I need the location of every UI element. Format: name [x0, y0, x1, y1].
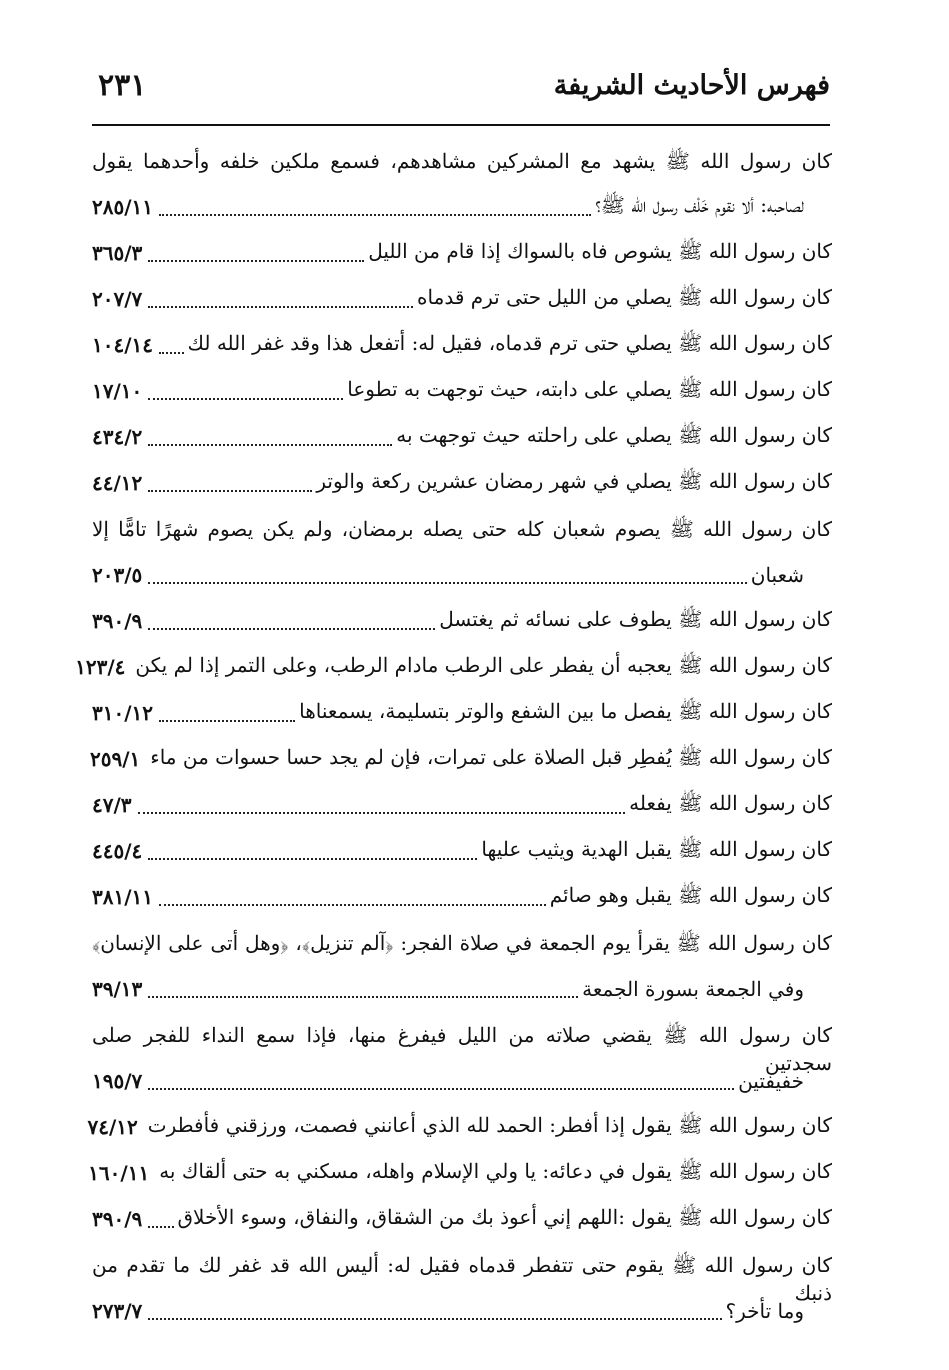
hadith-text: كان رسول الله ﷺ يقرأ يوم الجمعة في صلاة الفجر: ﴿آلم تنزيل﴾، ﴿وهل أتى على الإنسان﴾: [92, 931, 832, 955]
volume-page-reference: ٢٨٥/١١: [92, 195, 154, 219]
dot-leader: [148, 398, 343, 400]
hadith-text: لصاحبه: ألا نقوم خَلْف رسول الله ﷺ؟: [595, 192, 804, 217]
volume-page-reference: ٢٠٧/٧: [92, 287, 143, 311]
hadith-text: كان رسول الله ﷺ يقول إذا أفطر: الحمد لله الذي أعانني فصمت، ورزقني فأفطرت: [147, 1112, 832, 1137]
volume-page-reference: ١٢٣/٤: [75, 655, 126, 679]
index-entry-line: [92, 782, 832, 828]
dot-leader: [148, 628, 435, 630]
index-entry-line: [92, 920, 832, 966]
dot-leader: [148, 996, 578, 998]
index-entry-line: [92, 966, 832, 1012]
dot-leader: [159, 720, 295, 722]
index-entry-line: [92, 1058, 832, 1104]
volume-page-reference: ٤٤/١٢: [92, 471, 143, 495]
page-title: فهرس الأحاديث الشريفة: [553, 70, 830, 101]
hadith-text: كان رسول الله ﷺ يصلي حتى ترم قدماه، فقيل له: أتفعل هذا وقد غفر الله لك: [187, 330, 832, 355]
volume-page-reference: ٣٩/١٣: [92, 977, 143, 1001]
index-entry-line: [92, 828, 832, 874]
index-entry-line: [92, 322, 832, 368]
volume-page-reference: ٤٣٤/٢: [92, 425, 143, 449]
hadith-text: خفيفتين: [738, 1069, 804, 1093]
index-entry-line: [87, 1104, 832, 1150]
volume-page-reference: ٧٤/١٢: [87, 1115, 138, 1139]
index-entry-line: [92, 184, 832, 230]
hadith-text: كان رسول الله ﷺ يقول :اللهم إني أعوذ بك من الشقاق، والنفاق، وسوء الأخلاق: [177, 1204, 832, 1229]
index-entry-line: [92, 460, 832, 506]
index-entry-line: [92, 1196, 832, 1242]
hadith-text: كان رسول الله ﷺ يعجبه أن يفطر على الرطب مادام الرطب، وعلى التمر إذا لم يكن: [135, 652, 832, 677]
hadith-text: شعبان: [750, 563, 804, 587]
hadith-text: كان رسول الله ﷺ يصلي على دابته، حيث توجهت به تطوعا: [347, 376, 832, 401]
dot-leader: [148, 1088, 734, 1090]
volume-page-reference: ١٧/١٠: [92, 379, 143, 403]
hadith-text: كان رسول الله ﷺ يشهد مع المشركين مشاهدهم، فسمع ملكين خلفه وأحدهما يقول: [92, 149, 832, 173]
dot-leader: [148, 490, 312, 492]
dot-leader: [148, 306, 413, 308]
hadith-text: كان رسول الله ﷺ يفعله: [629, 790, 832, 815]
index-entry-line: [92, 552, 832, 598]
volume-page-reference: ٣١٠/١٢: [92, 701, 154, 725]
index-entry-line: [92, 874, 832, 920]
page-header: [92, 66, 830, 116]
index-entry-line: [92, 598, 832, 644]
volume-page-reference: ٣٩٠/٩: [92, 1207, 143, 1231]
hadith-text: وفي الجمعة بسورة الجمعة: [582, 977, 804, 1001]
hadith-text: كان رسول الله ﷺ يصلي في شهر رمضان عشرين ركعة والوتر: [316, 468, 832, 493]
hadith-text: كان رسول الله ﷺ يصلي على راحلته حيث توجهت به: [396, 422, 832, 447]
hadith-text: كان رسول الله ﷺ يشوص فاه بالسواك إذا قام من الليل: [368, 238, 832, 263]
volume-page-reference: ٢٥٩/١: [90, 747, 141, 771]
hadith-text: كان رسول الله ﷺ يطوف على نسائه ثم يغتسل: [439, 606, 832, 631]
hadith-text: كان رسول الله ﷺ يصلي من الليل حتى ترم قدماه: [417, 284, 832, 309]
index-entry-line: [92, 1288, 832, 1334]
index-entry-line: [92, 368, 832, 414]
hadith-text: كان رسول الله ﷺ يقضي صلاته من الليل فيفرغ منها، فإذا سمع النداء للفجر صلى سجدتين: [92, 1023, 832, 1075]
index-entry-line: [92, 276, 832, 322]
index-entry-line: [75, 644, 832, 690]
dot-leader: [148, 1226, 173, 1228]
index-entry-line: [92, 1242, 832, 1305]
dot-leader: [148, 582, 746, 584]
index-entry-line: [92, 690, 832, 736]
hadith-text: كان رسول الله ﷺ يصوم شعبان كله حتى يصله برمضان، ولم يكن يصوم شهرًا تامًّا إلا: [92, 517, 832, 541]
index-entry-line: [92, 506, 832, 552]
volume-page-reference: ٣٩٠/٩: [92, 609, 143, 633]
volume-page-reference: ٣٨١/١١: [92, 885, 154, 909]
volume-page-reference: ١٩٥/٧: [92, 1069, 143, 1093]
index-entry-line: [92, 414, 832, 460]
volume-page-reference: ١٠٤/١٤: [92, 333, 154, 357]
volume-page-reference: ٤٧/٣: [92, 793, 132, 817]
index-entry-line: [92, 230, 832, 276]
hadith-index-list: [75, 138, 832, 1334]
volume-page-reference: ٤٤٥/٤: [92, 839, 143, 863]
volume-page-reference: ٣٦٥/٣: [92, 241, 143, 265]
index-entry-line: [92, 736, 832, 782]
dot-leader: [159, 904, 546, 906]
dot-leader: [148, 1318, 721, 1320]
hadith-text: وما تأخر؟: [725, 1299, 804, 1323]
hadith-text: كان رسول الله ﷺ يقبل الهدية ويثيب عليها: [481, 836, 832, 861]
index-entry-line: [88, 1150, 832, 1196]
dot-leader: [159, 214, 591, 216]
hadith-text: كان رسول الله ﷺ يفصل ما بين الشفع والوتر بتسليمة، يسمعناها: [299, 698, 832, 723]
hadith-text: كان رسول الله ﷺ يُفطِر قبل الصلاة على تمرات، فإن لم يجد حسا حسوات من ماء: [150, 744, 832, 769]
page-number: ٢٣١: [98, 68, 147, 103]
dot-leader: [148, 260, 364, 262]
index-entry-line: [92, 1012, 832, 1075]
hadith-text: كان رسول الله ﷺ يقول في دعائه: يا ولي الإسلام واهله، مسكني به حتى ألقاك به: [159, 1158, 832, 1183]
header-rule: [92, 124, 830, 126]
dot-leader: [148, 858, 477, 860]
dot-leader: [148, 444, 392, 446]
hadith-text: كان رسول الله ﷺ يقوم حتى تتفطر قدماه فقيل له: أليس الله قد غفر لك ما تقدم من ذنبك: [92, 1253, 832, 1305]
volume-page-reference: ٢٠٣/٥: [92, 563, 143, 587]
dot-leader: [138, 812, 626, 814]
index-entry-line: [92, 138, 832, 184]
hadith-text: كان رسول الله ﷺ يقبل وهو صائم: [549, 882, 832, 907]
dot-leader: [159, 352, 184, 354]
volume-page-reference: ١٦٠/١١: [88, 1161, 150, 1185]
volume-page-reference: ٢٧٣/٧: [92, 1299, 143, 1323]
